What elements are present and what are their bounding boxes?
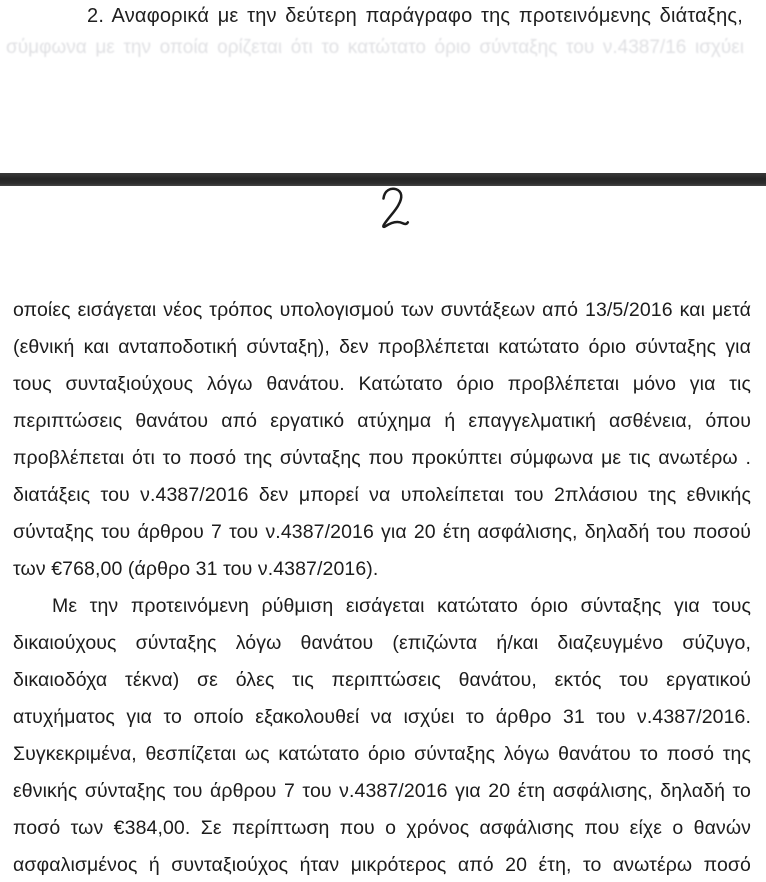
body-line: ποσό των €384,00. Σε περίπτωση που ο χρόνος ασφάλισης που είχε ο θανών <box>13 817 751 839</box>
body-line: των €768,00 (άρθρο 31 του ν.4387/2016). <box>13 558 379 580</box>
body-line: Συγκεκριμένα, θεσπίζεται ως κατώτατο όριο σύνταξης λόγω θανάτου το ποσό της <box>13 743 751 765</box>
body-line: τους συνταξιούχους λόγω θανάτου. Κατώτατο όριο προβλέπεται μόνο για τις <box>13 373 751 395</box>
body-line: εθνικής σύνταξης του άρθρου 7 του ν.4387/2016 για 20 έτη ασφάλισης, δηλαδή το <box>13 780 751 802</box>
body-text-block <box>13 292 751 882</box>
body-line: περιπτώσεις θανάτου από εργατικό ατύχημα ή επαγγελματική ασθένεια, όπου <box>13 410 751 432</box>
body-line: (εθνική και ανταποδοτική σύνταξη), δεν προβλέπεται κατώτατο όριο σύνταξης για <box>13 336 751 358</box>
handwritten-page-number <box>372 185 422 237</box>
handwritten-two-icon <box>372 185 422 237</box>
body-line: σύνταξης του άρθρου 7 του ν.4387/2016 για 20 έτη ασφάλισης, δηλαδή του ποσού <box>13 521 751 543</box>
body-line: ασφαλισμένος ή συνταξιούχος ήταν μικρότερος από 20 έτη, το ανωτέρω ποσό <box>13 854 751 876</box>
body-line: διατάξεις του ν.4387/2016 δεν μπορεί να υπολείπεται του 2πλάσιου της εθνικής <box>13 484 751 506</box>
body-line: προβλέπεται ότι το ποσό της σύνταξης που προκύπτει σύμφωνα με τις ανωτέρω . <box>13 447 751 469</box>
body-line: δικαιοδόχα τέκνα) σε όλες τις περιπτώσεις θανάτου, εκτός του εργατικού <box>13 669 751 691</box>
body-line: Με την προτεινόμενη ρύθμιση εισάγεται κατώτατο όριο σύνταξης για τους <box>52 595 751 617</box>
faded-illegible-line: σύμφωνα με την οποία ορίζεται ότι το κατώτατο όριο σύνταξης του ν.4387/16 ισχύει <box>6 37 744 58</box>
previous-page-intro-line: 2. Αναφορικά με την δεύτερη παράγραφο της προτεινόμενης διάταξης, <box>87 5 743 27</box>
body-line: οποίες εισάγεται νέος τρόπος υπολογισμού των συντάξεων από 13/5/2016 και μετά <box>13 299 751 321</box>
body-line: δικαιούχους σύνταξης λόγω θανάτου (επιζώντα ή/και διαζευγμένο σύζυγο, <box>13 632 751 654</box>
body-line: ατυχήματος για το οποίο εξακολουθεί να ισχύει το άρθρο 31 του ν.4387/2016. <box>13 706 751 728</box>
